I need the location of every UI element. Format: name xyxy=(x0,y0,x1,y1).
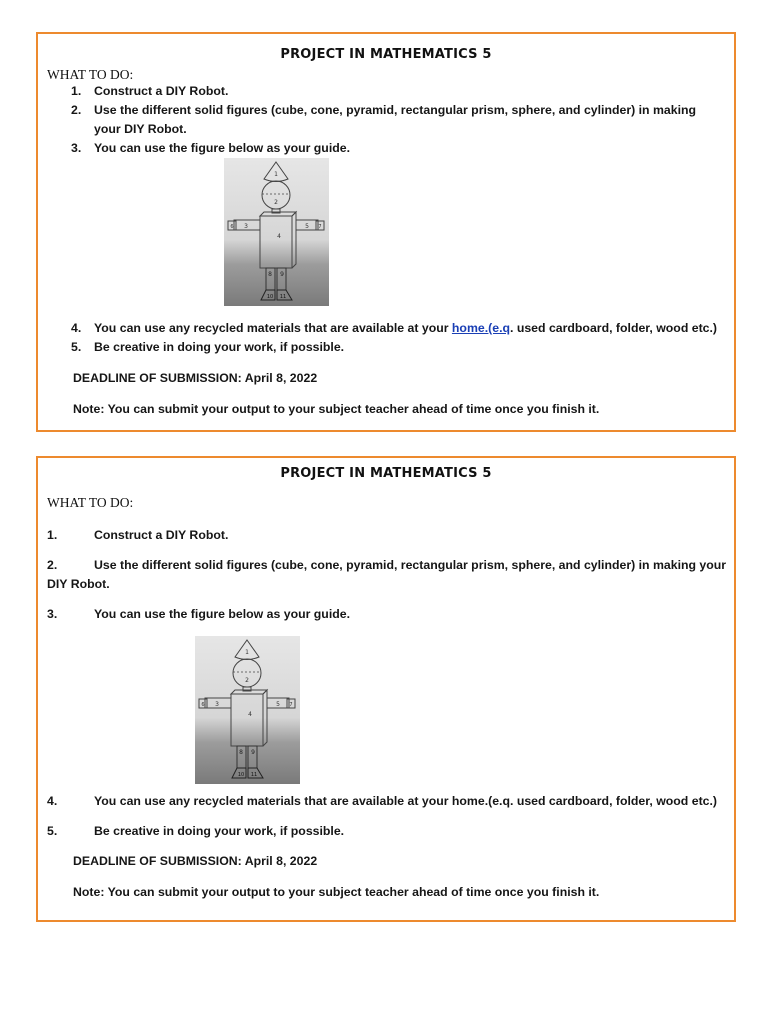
item-text: You can use any recycled materials that are available at your home.(e.q. used cardboard, folder, wood etc.) xyxy=(94,794,718,808)
item-text: You can use the figure below as your guide. xyxy=(94,607,351,621)
item-text: Be creative in doing your work, if possible. xyxy=(94,824,345,838)
item-number: 2. xyxy=(47,558,58,572)
item-text: Construct a DIY Robot. xyxy=(94,528,229,542)
list-item xyxy=(47,556,727,594)
home-link[interactable]: home.(e.q xyxy=(451,321,510,335)
item-text: Be creative in doing your work, if possible. xyxy=(94,340,345,354)
item-text: Use the different solid figures (cube, cone, pyramid, rectangular prism, sphere, and cylinder) in making your DIY Robot. xyxy=(94,103,697,136)
item-text: Use the different solid figures (cube, cone, pyramid, rectangular prism, sphere, and cylinder) in making your xyxy=(94,558,727,572)
item-text-cont: . used cardboard, folder, wood etc.) xyxy=(510,321,718,335)
robot-label-6: 6 xyxy=(230,224,234,230)
list-item xyxy=(71,82,721,101)
note-text: Note: You can submit your output to your subject teacher ahead of time once you finish it. xyxy=(73,402,600,416)
note-text: Note: You can submit your output to your subject teacher ahead of time once you finish it. xyxy=(73,885,600,899)
robot-label-11: 11 xyxy=(250,772,258,778)
card-title: PROJECT IN MATHEMATICS 5 xyxy=(280,47,492,62)
item-number: 3. xyxy=(71,141,82,155)
deadline-text: DEADLINE OF SUBMISSION: April 8, 2022 xyxy=(73,371,318,385)
project-card-2 xyxy=(36,456,736,922)
robot-label-11: 11 xyxy=(279,294,287,300)
item-text: You can use any recycled materials that are available at your xyxy=(94,321,452,335)
what-to-do-heading: WHAT TO DO: xyxy=(47,67,134,82)
robot-label-3: 3 xyxy=(244,223,248,230)
robot-label-9: 9 xyxy=(280,271,284,278)
robot-label-6: 6 xyxy=(201,702,205,708)
list-item xyxy=(71,319,731,338)
item-text-cont: DIY Robot. xyxy=(47,577,110,591)
robot-label-7: 7 xyxy=(318,224,322,230)
deadline-text: DEADLINE OF SUBMISSION: April 8, 2022 xyxy=(73,854,318,868)
robot-label-8: 8 xyxy=(268,271,272,278)
item-number: 1. xyxy=(47,528,58,542)
robot-label-2: 2 xyxy=(274,199,278,206)
list-item xyxy=(47,526,727,545)
robot-label-7: 7 xyxy=(289,702,293,708)
list-item xyxy=(47,792,737,811)
robot-label-5: 5 xyxy=(305,223,309,230)
item-text: You can use the figure below as your guide. xyxy=(94,141,351,155)
item-number: 4. xyxy=(47,794,58,808)
robot-figure xyxy=(195,636,300,784)
robot-figure xyxy=(224,158,329,306)
list-item xyxy=(71,338,721,357)
item-number: 4. xyxy=(71,321,82,335)
what-to-do-heading: WHAT TO DO: xyxy=(47,495,134,510)
list-item xyxy=(47,822,727,841)
robot-label-9: 9 xyxy=(251,749,255,756)
robot-label-10: 10 xyxy=(237,772,245,778)
robot-label-8: 8 xyxy=(239,749,243,756)
item-number: 1. xyxy=(71,84,82,98)
list-item xyxy=(71,101,721,139)
item-number: 5. xyxy=(71,340,82,354)
robot-label-5: 5 xyxy=(276,701,280,708)
card-title: PROJECT IN MATHEMATICS 5 xyxy=(280,466,492,481)
list-item xyxy=(71,139,721,158)
item-number: 2. xyxy=(71,103,82,117)
robot-label-4: 4 xyxy=(248,711,252,718)
item-number: 3. xyxy=(47,607,58,621)
project-card-1 xyxy=(36,32,736,432)
item-number: 5. xyxy=(47,824,58,838)
robot-label-4: 4 xyxy=(277,233,281,240)
list-item xyxy=(47,605,727,624)
robot-label-2: 2 xyxy=(245,677,249,684)
robot-label-3: 3 xyxy=(215,701,219,708)
robot-label-1: 1 xyxy=(245,649,249,656)
robot-label-1: 1 xyxy=(274,171,278,178)
robot-label-10: 10 xyxy=(266,294,274,300)
item-text: Construct a DIY Robot. xyxy=(94,84,229,98)
